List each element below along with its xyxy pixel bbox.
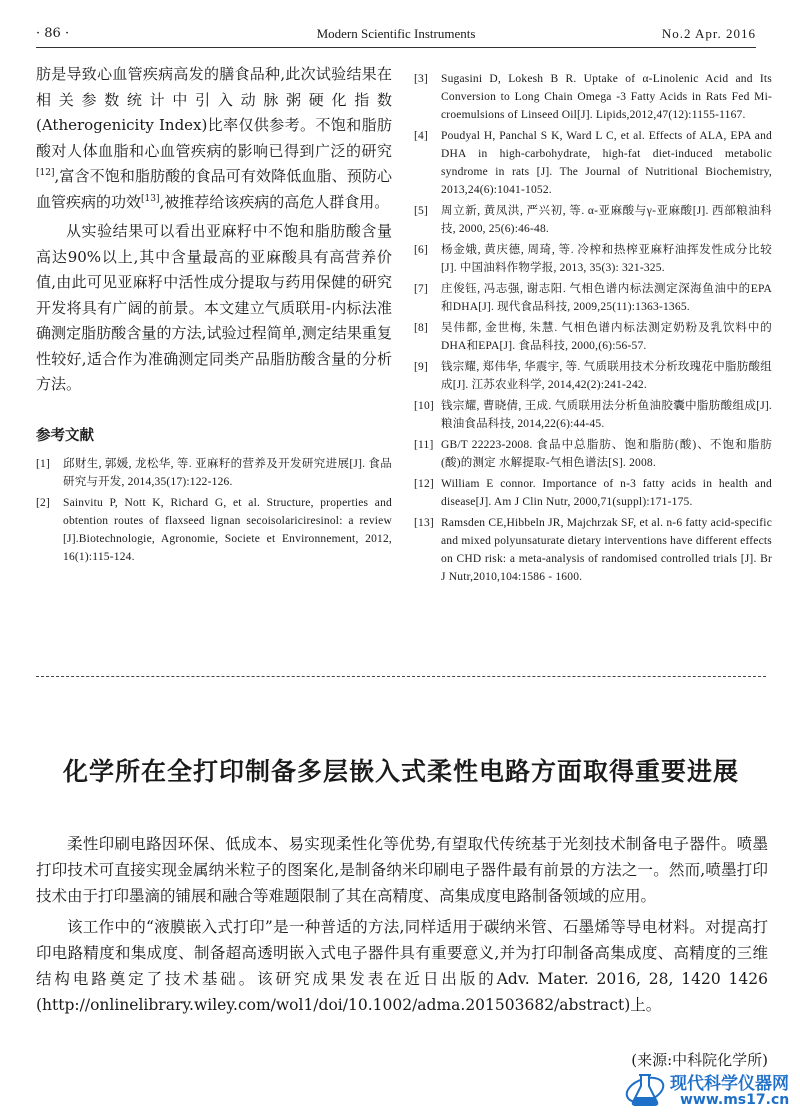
news-title: 化学所在全打印制备多层嵌入式柔性电路方面取得重要进展: [62, 757, 739, 786]
citation-13[interactable]: [13]: [141, 193, 160, 204]
header-rule: [36, 47, 756, 48]
journal-name: Modern Scientific Instruments: [316, 26, 476, 41]
reference-item: [5] 周立新, 黄凤洪, 严兴初, 等. α-亚麻酸与γ-亚麻酸[J]. 西部粮油科技, 2000, 25(6):46-48.: [414, 205, 772, 235]
reference-item: [9] 钱宗耀, 郑伟华, 华震宇, 等. 气质联用技术分析玫瑰花中脂肪酸组成[J]. 江苏农业科学, 2014,42(2):241-242.: [414, 361, 772, 391]
page-header: [36, 26, 756, 46]
reference-item: [2] Sainvitu P, Nott K, Richard G, et al. Structure, properties and obtention routes of flaxseed lignan secoisolariciresinol: a review [J].Biotechnologie, Agronomie, Societe et Environnement, 2012, 16(1):115-124.: [36, 496, 392, 563]
reference-item: [10] 钱宗耀, 曹晓倩, 王成. 气质联用法分析鱼油胶囊中脂肪酸组成[J]. 粮油食品科技, 2014,22(6):44-45.: [414, 400, 772, 430]
reference-item: [12] William E connor. Importance of n-3 fatty acids in health and disease[J]. Am J Clin Nutr, 2000,71(suppl):171-175.: [414, 478, 772, 508]
reference-item: [7] 庄俊钰, 冯志强, 谢志阳. 气相色谱内标法测定深海鱼油中的EPA和DHA[J]. 现代食品科技, 2009,25(11):1363-1365.: [414, 283, 772, 313]
issue-info: No.2 Apr. 2016: [661, 26, 756, 41]
paragraph-continued: 肪是导致心血管疾病高发的膳食品种,此次试验结果在相关参数统计中引入动脉粥硬化指数(Atherogenicity Index)比率仅供参考。不饱和脂肪酸对人体血脂和心血管疾病的影响已得到广泛的研究[12],富含不饱和脂肪酸的食品可有效降低血脂、预防心血管疾病的功效[13],被推荐给该疾病的高危人群食用。: [36, 65, 392, 211]
page-number: · 86 ·: [36, 26, 70, 41]
left-column: [36, 62, 392, 569]
news-article: [36, 826, 768, 1018]
reference-item: [13] Ramsden CE,Hibbeln JR, Majchrzak SF, et al. n-6 fatty acid-specific and mixed polyunsaturate dietary interventions have different effects on CHD risk: a meta-analysis of randomised controlled trials [J]. Br J Nutr,2010,104:1586 - 1600.: [414, 517, 772, 583]
reference-item: [4] Poudyal H, Panchal S K, Ward L C, et al. Effects of ALA, EPA and DHA in high-carbohydrate, high-fat diet-induced metabolic syndrome in rats [J]. The Journal of Nutritional Biochemistry, 2013,24(6):1041-1052.: [414, 130, 772, 196]
source-note: (来源:中科院化学所): [631, 1051, 768, 1069]
section-divider: [36, 676, 766, 677]
references-heading: 参考文献: [36, 427, 94, 444]
news-paragraph: 该工作中的“液膜嵌入式打印”是一种普适的方法,同样适用于碳纳米管、石墨烯等导电材料。对提高打印电路精度和集成度、制备超高透明嵌入式电子器件具有重要意义,并为打印制备高集成度、高精度的三维结构电路奠定了技术基础。该研究成果发表在近日出版的Adv. Mater. 2016, 28, 1420 1426 (http://onlinelibrary.wiley.com/wol1/doi/10.1002/adma.201503682/abstract)上。: [36, 918, 768, 1014]
watermark-url[interactable]: www.ms17.cn: [680, 1092, 790, 1108]
reference-item: [3] Sugasini D, Lokesh B R. Uptake of α-Linolenic Acid and Its Conversion to Long Chain Omega -3 Fatty Acids in Rats Fed Mi-croemulsions of Linseed Oil[J]. Lipids,2012,47(12):1155-1167.: [414, 73, 772, 121]
right-column-references: [414, 70, 772, 589]
reference-item: [8] 吴伟都, 金世梅, 朱慧. 气相色谱内标法测定奶粉及乳饮料中的DHA和EPA[J]. 食品科技, 2000,(6):56-57.: [414, 322, 772, 352]
news-paragraph: 柔性印刷电路因环保、低成本、易实现柔性化等优势,有望取代传统基于光刻技术制备电子器件。喷墨打印技术可直接实现金属纳米粒子的图案化,是制备纳米印刷电子器件最有前景的方法之一。然而,喷墨打印技术由于打印墨滴的铺展和融合等难题限制了其在高精度、高集成度电路制备领域的应用。: [36, 835, 768, 905]
watermark-title: 现代科学仪器网: [670, 1074, 789, 1094]
citation-12[interactable]: [12]: [36, 168, 55, 178]
reference-item: [11] GB/T 22223-2008. 食品中总脂肪、饱和脂肪(酸)、不饱和脂肪(酸)的测定 水解提取-气相色谱法[S]. 2008.: [414, 439, 772, 469]
paragraph-conclusion: 从实验结果可以看出亚麻籽中不饱和脂肪酸含量高达90%以上,其中含量最高的亚麻酸具有高营养价值,由此可见亚麻籽中活性成分提取与药用保健的研究开发将具有广阔的前景。本文建立气质联用-内标法准确测定脂肪酸含量的方法,试验过程简单,测定结果重复性较好,适合作为准确测定同类产品脂肪酸含量的分析方法。: [36, 222, 392, 393]
reference-item: [1] 邱财生, 郭媛, 龙松华, 等. 亚麻籽的营养及开发研究进展[J]. 食品研究与开发, 2014,35(17):122-126.: [36, 457, 392, 488]
site-watermark[interactable]: [618, 1067, 800, 1113]
flask-logo-icon: [624, 1069, 666, 1111]
reference-item: [6] 杨金娥, 黄庆德, 周琦, 等. 冷榨和热榨亚麻籽油挥发性成分比较[J]. 中国油料作物学报, 2013, 35(3): 321-325.: [414, 244, 772, 274]
